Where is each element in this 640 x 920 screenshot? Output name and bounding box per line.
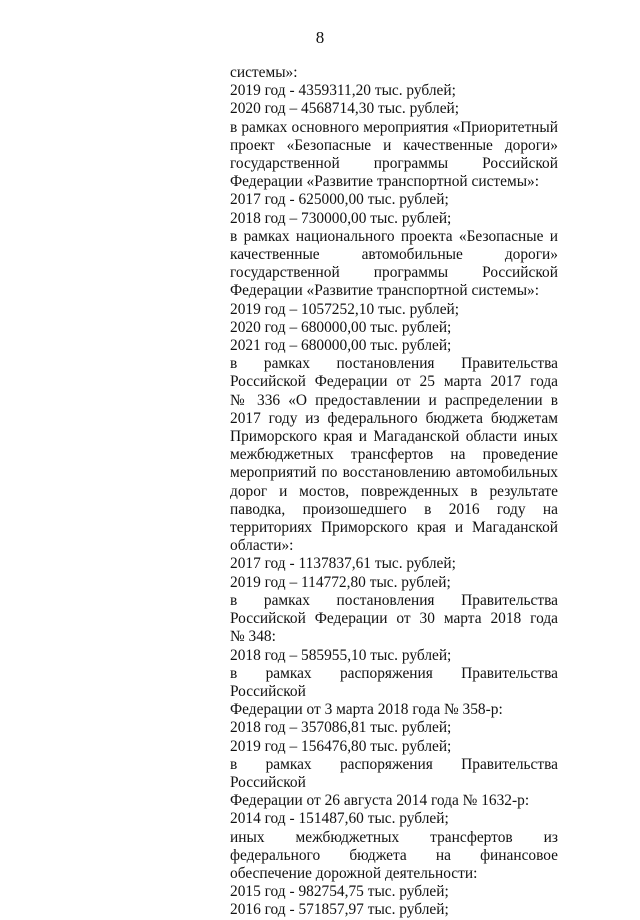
text-line: 2020 год – 680000,00 тыс. рублей; bbox=[230, 318, 452, 336]
text-line: 2017 год - 625000,00 тыс. рублей; bbox=[230, 191, 449, 209]
text-line: качественные автомобильные дороги» bbox=[230, 246, 558, 264]
text-line: в рамках постановления Правительства bbox=[230, 355, 558, 373]
document-body bbox=[230, 64, 558, 920]
text-line: 2018 год – 730000,00 тыс. рублей; bbox=[230, 209, 452, 227]
text-line: № 336 «О предоставлении и распределении в bbox=[230, 391, 558, 409]
text-line: Приморского края и Магаданской области иных bbox=[230, 428, 558, 446]
text-line: обеспечение дорожной деятельности: bbox=[230, 864, 478, 882]
text-line: 2016 год - 571857,97 тыс. рублей; bbox=[230, 901, 449, 919]
text-line: 2017 год - 1137837,61 тыс. рублей; bbox=[230, 555, 456, 573]
text-line: 2020 год – 4568714,30 тыс. рублей; bbox=[230, 100, 460, 118]
text-line: системы»: bbox=[230, 64, 298, 81]
text-line: Российской Федерации от 25 марта 2017 года bbox=[230, 373, 558, 391]
text-line: 2018 год – 585955,10 тыс. рублей; bbox=[230, 646, 452, 664]
text-line: 2019 год – 156476,80 тыс. рублей; bbox=[230, 737, 452, 755]
text-line: в рамках основного мероприятия «Приоритетный bbox=[230, 118, 558, 136]
text-line: межбюджетных трансфертов на проведение bbox=[230, 446, 558, 464]
text-line: области»: bbox=[230, 537, 294, 555]
text-line: Федерации от 3 марта 2018 года № 358-р: bbox=[230, 701, 503, 719]
text-line: Российской Федерации от 30 марта 2018 года bbox=[230, 610, 558, 628]
text-line: государственной программы Российской bbox=[230, 264, 558, 282]
text-line: 2017 году из федерального бюджета бюджетам bbox=[230, 409, 558, 427]
text-line: 2021 год – 680000,00 тыс. рублей; bbox=[230, 337, 452, 355]
text-line: в рамках постановления Правительства bbox=[230, 591, 558, 609]
text-line: Федерации «Развитие транспортной системы»: bbox=[230, 282, 540, 300]
text-line: 2018 год – 357086,81 тыс. рублей; bbox=[230, 719, 452, 737]
text-line: 2019 год - 4359311,20 тыс. рублей; bbox=[230, 82, 456, 100]
text-line: проект «Безопасные и качественные дороги» bbox=[230, 136, 558, 154]
page-number: 8 bbox=[315, 28, 325, 47]
text-line: 2014 год - 151487,60 тыс. рублей; bbox=[230, 810, 449, 828]
text-line: № 348: bbox=[230, 628, 276, 646]
text-line: государственной программы Российской bbox=[230, 155, 558, 173]
text-line: в рамках распоряжения Правительства Российской bbox=[230, 755, 558, 791]
text-line: паводка, произошедшего в 2016 году на bbox=[230, 500, 558, 518]
text-line: 2019 год – 1057252,10 тыс. рублей; bbox=[230, 300, 460, 318]
text-line: территориях Приморского края и Магаданской bbox=[230, 519, 558, 537]
text-line: Федерации «Развитие транспортной системы»: bbox=[230, 173, 540, 191]
text-line: федерального бюджета на финансовое bbox=[230, 846, 558, 864]
text-line: мероприятий по восстановлению автомобильных bbox=[230, 464, 558, 482]
text-line: Федерации от 26 августа 2014 года № 1632-р: bbox=[230, 792, 530, 810]
text-line: 2019 год – 114772,80 тыс. рублей; bbox=[230, 573, 451, 591]
text-line: 2015 год - 982754,75 тыс. рублей; bbox=[230, 883, 449, 901]
text-line: иных межбюджетных трансфертов из bbox=[230, 828, 558, 846]
text-line: в рамках национального проекта «Безопасные и bbox=[230, 227, 558, 245]
text-line: в рамках распоряжения Правительства Российской bbox=[230, 664, 558, 700]
text-line: дорог и мостов, поврежденных в результате bbox=[230, 482, 558, 500]
